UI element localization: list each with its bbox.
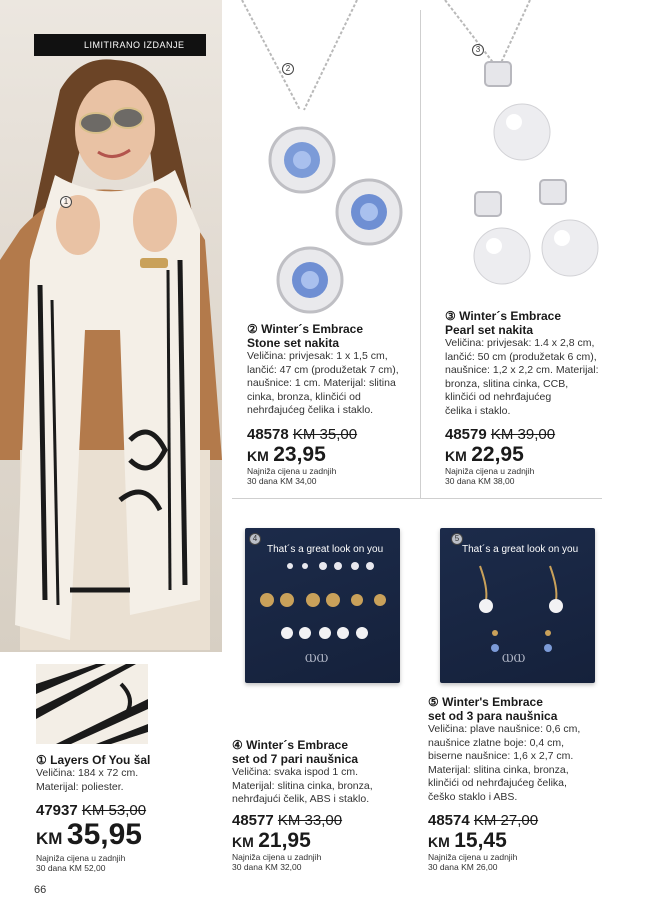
lowest-price-note <box>36 854 125 873</box>
model-illustration <box>0 0 222 652</box>
old-price: KM 33,00 <box>277 812 343 829</box>
marker-inline: ③ <box>445 309 460 323</box>
desc-line: čelika i staklo. <box>445 404 511 417</box>
lowest-line: 30 dana KM 34,00 <box>247 475 317 486</box>
product-pearl-set <box>445 309 635 418</box>
model-photo <box>0 0 222 652</box>
scarf-pattern-illustration <box>36 664 148 744</box>
code-row <box>232 812 342 829</box>
desc-line: bronza, slitina cinka, CCB, <box>445 377 569 390</box>
desc-line: Materijal: slitina cinka, bronza, <box>232 779 373 792</box>
stone-set-image <box>232 0 412 318</box>
title-line: set od 7 pari naušnica <box>232 752 359 766</box>
lowest-line: Najniža cijena u zadnjih <box>428 852 518 862</box>
lowest-line: 30 dana KM 52,00 <box>36 862 106 873</box>
stone-set-illustration <box>232 0 412 318</box>
marker-2: 2 <box>282 63 294 75</box>
svg-text:ⲰⲰ: ⲰⲰ <box>502 651 526 665</box>
product-earrings-3 <box>428 695 633 804</box>
title-line: Winter´s Embrace <box>459 309 562 323</box>
price-row <box>445 443 524 467</box>
title-line: Layers Of You šal <box>50 753 151 767</box>
lowest-price-note <box>247 467 336 486</box>
title-line: Winter's Embrace <box>442 695 543 709</box>
price-value: 35,95 <box>66 818 142 851</box>
earrings-3-illustration <box>440 558 595 683</box>
product-desc <box>247 350 417 418</box>
lowest-price-note <box>232 853 321 872</box>
marker-inline: ② <box>247 322 262 336</box>
earrings-7-illustration <box>245 558 400 683</box>
price-currency: KM <box>36 829 63 848</box>
product-title <box>445 309 635 337</box>
product-code: 48578 <box>247 426 289 443</box>
desc-line: biserne naušnice: 1,6 x 2,7 cm. <box>428 750 574 762</box>
lowest-line: Najniža cijena u zadnjih <box>247 466 337 476</box>
product-code: 48574 <box>428 812 470 829</box>
title-line: Stone set nakita <box>247 336 340 350</box>
product-desc <box>428 723 633 804</box>
code-row <box>36 802 146 819</box>
old-price: KM 35,00 <box>292 426 358 443</box>
product-title <box>232 738 422 766</box>
price-value: 15,45 <box>454 829 507 852</box>
marker-inline: ⑤ <box>428 695 443 709</box>
price-currency: KM <box>445 448 467 464</box>
lowest-line: Najniža cijena u zadnjih <box>445 466 535 476</box>
page-number: 66 <box>34 884 47 896</box>
desc-line: naušnice: 1 cm. Materijal: slitina <box>247 377 396 389</box>
lowest-price-note <box>445 467 534 486</box>
old-price: KM 53,00 <box>81 802 147 819</box>
product-code: 47937 <box>36 802 78 819</box>
price-row <box>428 829 507 853</box>
desc-line: Materijal: slitina cinka, bronza, <box>428 763 569 776</box>
price-row <box>36 818 142 852</box>
code-row <box>428 812 538 829</box>
price-currency: KM <box>247 448 269 464</box>
desc-line: klinčići od nehrđajućeg čelika, <box>428 777 567 789</box>
old-price: KM 27,00 <box>473 812 539 829</box>
product-desc <box>36 767 216 794</box>
desc-line: cinka, bronza, klinčići od <box>247 390 361 403</box>
price-value: 21,95 <box>258 829 311 852</box>
desc-line: Veličina: 184 x 72 cm. <box>36 767 139 779</box>
product-stone-set <box>247 322 417 418</box>
card-caption: That´s a great look on you <box>462 544 579 555</box>
marker-3: 3 <box>472 44 484 56</box>
svg-text:ⲰⲰ: ⲰⲰ <box>305 651 329 665</box>
desc-line: Veličina: privjesak: 1 x 1,5 cm, <box>247 350 388 362</box>
marker-inline: ④ <box>232 738 247 752</box>
scarf-detail-photo <box>36 664 148 744</box>
price-row <box>232 829 311 853</box>
desc-line: Veličina: privjesak: 1.4 x 2,8 cm, <box>445 337 595 349</box>
column-divider <box>420 10 421 498</box>
desc-line: naušnice: 1,2 x 2,2 cm. Materijal: <box>445 364 599 376</box>
desc-line: lančić: 47 cm (produžetak 7 cm), <box>247 363 399 376</box>
desc-line: nehrđajućeg čelika i staklo. <box>247 404 374 416</box>
price-currency: KM <box>232 834 254 850</box>
row-divider <box>232 498 602 499</box>
product-code: 48579 <box>445 426 487 443</box>
title-line: Winter´s Embrace <box>261 322 364 336</box>
product-desc <box>232 766 422 807</box>
desc-line: lančić: 50 cm (produžetak 6 cm), <box>445 350 597 363</box>
desc-line: Veličina: svaka ispod 1 cm. <box>232 766 359 778</box>
lowest-line: Najniža cijena u zadnjih <box>232 852 322 862</box>
title-line: set od 3 para naušnica <box>428 709 558 723</box>
price-row <box>247 443 326 467</box>
limited-edition-badge: LIMITIRANO IZDANJE <box>34 34 206 56</box>
marker-4: 4 <box>249 533 261 545</box>
product-title <box>247 322 417 350</box>
earrings-7-pairs-card <box>245 528 400 683</box>
code-row <box>445 426 555 443</box>
title-line: Winter´s Embrace <box>246 738 349 752</box>
price-value: 22,95 <box>471 443 524 466</box>
pearl-set-illustration <box>440 0 610 305</box>
code-row <box>247 426 357 443</box>
product-title <box>428 695 633 723</box>
desc-line: klinčići od nehrđajućeg <box>445 391 552 403</box>
old-price: KM 39,00 <box>490 426 556 443</box>
product-earrings-7 <box>232 738 422 807</box>
desc-line: češko staklo i ABS. <box>428 790 518 803</box>
pearl-set-image <box>440 0 610 305</box>
product-title <box>36 753 216 767</box>
marker-1: 1 <box>60 196 72 208</box>
desc-line: nehrđajući čelik, ABS i staklo. <box>232 793 370 805</box>
price-value: 23,95 <box>273 443 326 466</box>
lowest-line: Najniža cijena u zadnjih <box>36 853 126 863</box>
earrings-3-pairs-card <box>440 528 595 683</box>
lowest-line: 30 dana KM 26,00 <box>428 861 498 872</box>
price-currency: KM <box>428 834 450 850</box>
marker-inline: ① <box>36 753 47 767</box>
desc-line: Materijal: poliester. <box>36 780 124 793</box>
desc-line: naušnice zlatne boje: 0,4 cm, <box>428 736 564 749</box>
lowest-price-note <box>428 853 517 872</box>
lowest-line: 30 dana KM 38,00 <box>445 475 515 486</box>
desc-line: Veličina: plave naušnice: 0,6 cm, <box>428 723 581 735</box>
title-line: Pearl set nakita <box>445 323 534 337</box>
lowest-line: 30 dana KM 32,00 <box>232 861 302 872</box>
card-caption: That´s a great look on you <box>267 544 384 555</box>
marker-5: 5 <box>451 533 463 545</box>
product-code: 48577 <box>232 812 274 829</box>
product-desc <box>445 337 635 418</box>
product-scarf <box>36 753 216 794</box>
